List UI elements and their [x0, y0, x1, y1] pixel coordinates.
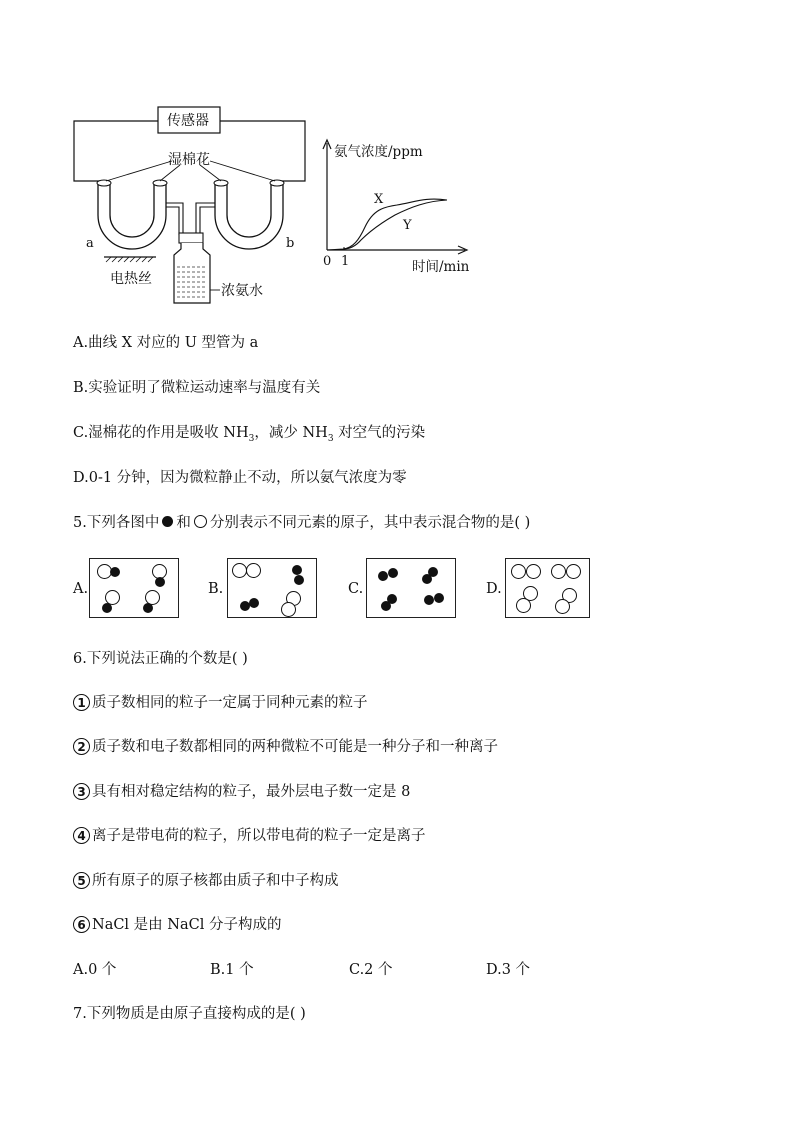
tube-a-label: a	[86, 236, 94, 251]
circled-number-5: 5	[73, 872, 90, 889]
circled-number-4: 4	[73, 827, 90, 844]
q6-statement-3: 3 具有相对稳定结构的粒子，最外层电子数一定是 8	[73, 780, 410, 801]
q5-label-d: D.	[486, 581, 502, 597]
q6-stem: 6.下列说法正确的个数是( )	[73, 651, 248, 667]
circled-number-2: 2	[73, 738, 90, 755]
q6-statement-5: 5 所有原子的原子核都由质子和中子构成	[73, 869, 339, 890]
sensor-wire	[220, 121, 305, 181]
curve-y-label: Y	[403, 218, 412, 233]
sensor-label: 传感器	[167, 113, 209, 129]
q7-stem: 7.下列物质是由原子直接构成的是( )	[73, 1006, 306, 1022]
q5-label-b: B.	[208, 581, 224, 597]
x-axis-label: 时间/min	[412, 259, 470, 275]
q6-statement-1: 1 质子数相同的粒子一定属于同种元素的粒子	[73, 691, 368, 712]
cotton-label: 湿棉花	[168, 152, 210, 168]
origin-label: 0	[323, 254, 332, 269]
u-tube-a	[98, 183, 166, 249]
filled-atom-icon	[162, 516, 173, 527]
q6-statement-4: 4 离子是带电荷的粒子，所以带电荷的粒子一定是离子	[73, 824, 426, 845]
q6-option-c: C.2 个	[349, 962, 393, 978]
bottle-stopper	[179, 233, 203, 243]
q5-stem: 5.下列各图中 和 分别表示不同元素的原子，其中表示混合物的是( )	[73, 515, 531, 531]
curve-x	[327, 199, 447, 250]
q5-label-a: A.	[73, 581, 89, 597]
q6-statement-2: 2 质子数和电子数都相同的两种微粒不可能是一种分子和一种离子	[73, 735, 498, 756]
heater-label: 电热丝	[110, 271, 152, 287]
circled-number-6: 6	[73, 916, 90, 933]
sensor-wire	[74, 121, 158, 181]
q5-label-c: C.	[348, 581, 364, 597]
q5-box-a	[89, 558, 179, 618]
ammonia-label: 浓氨水	[221, 283, 263, 299]
cotton-plug	[270, 180, 284, 186]
curve-x-label: X	[374, 192, 384, 207]
connector-tube	[196, 203, 215, 235]
q4-option-b: B.实验证明了微粒运动速率与温度有关	[73, 380, 321, 396]
q4-option-a: A.曲线 X 对应的 U 型管为 a	[73, 335, 259, 351]
q6-option-a: A.0 个	[73, 962, 117, 978]
tube-b-label: b	[286, 236, 295, 251]
q5-box-c	[366, 558, 456, 618]
q6-statement-6: 6 NaCl 是由 NaCl 分子构成的	[73, 913, 281, 934]
q5-box-d	[505, 558, 590, 618]
cotton-plug	[97, 180, 111, 186]
q4-option-d: D.0-1 分钟，因为微粒静止不动，所以氨气浓度为零	[73, 470, 407, 486]
circled-number-1: 1	[73, 694, 90, 711]
circled-number-3: 3	[73, 783, 90, 800]
hollow-atom-icon	[194, 515, 207, 528]
q6-option-b: B.1 个	[210, 962, 254, 978]
y-axis-label: 氨气浓度/ppm	[334, 144, 423, 160]
q5-box-b	[227, 558, 317, 618]
q4-option-c: C.湿棉花的作用是吸收 $NH_3$，减少 $NH_3$ 对空气的污染	[73, 425, 426, 444]
connector-tube	[166, 203, 183, 235]
curve-y	[343, 200, 447, 249]
u-tube-b	[215, 183, 283, 249]
tick-1-label: 1	[341, 254, 350, 269]
q6-option-d: D.3 个	[486, 962, 531, 978]
ammonia-bottle	[174, 243, 210, 303]
